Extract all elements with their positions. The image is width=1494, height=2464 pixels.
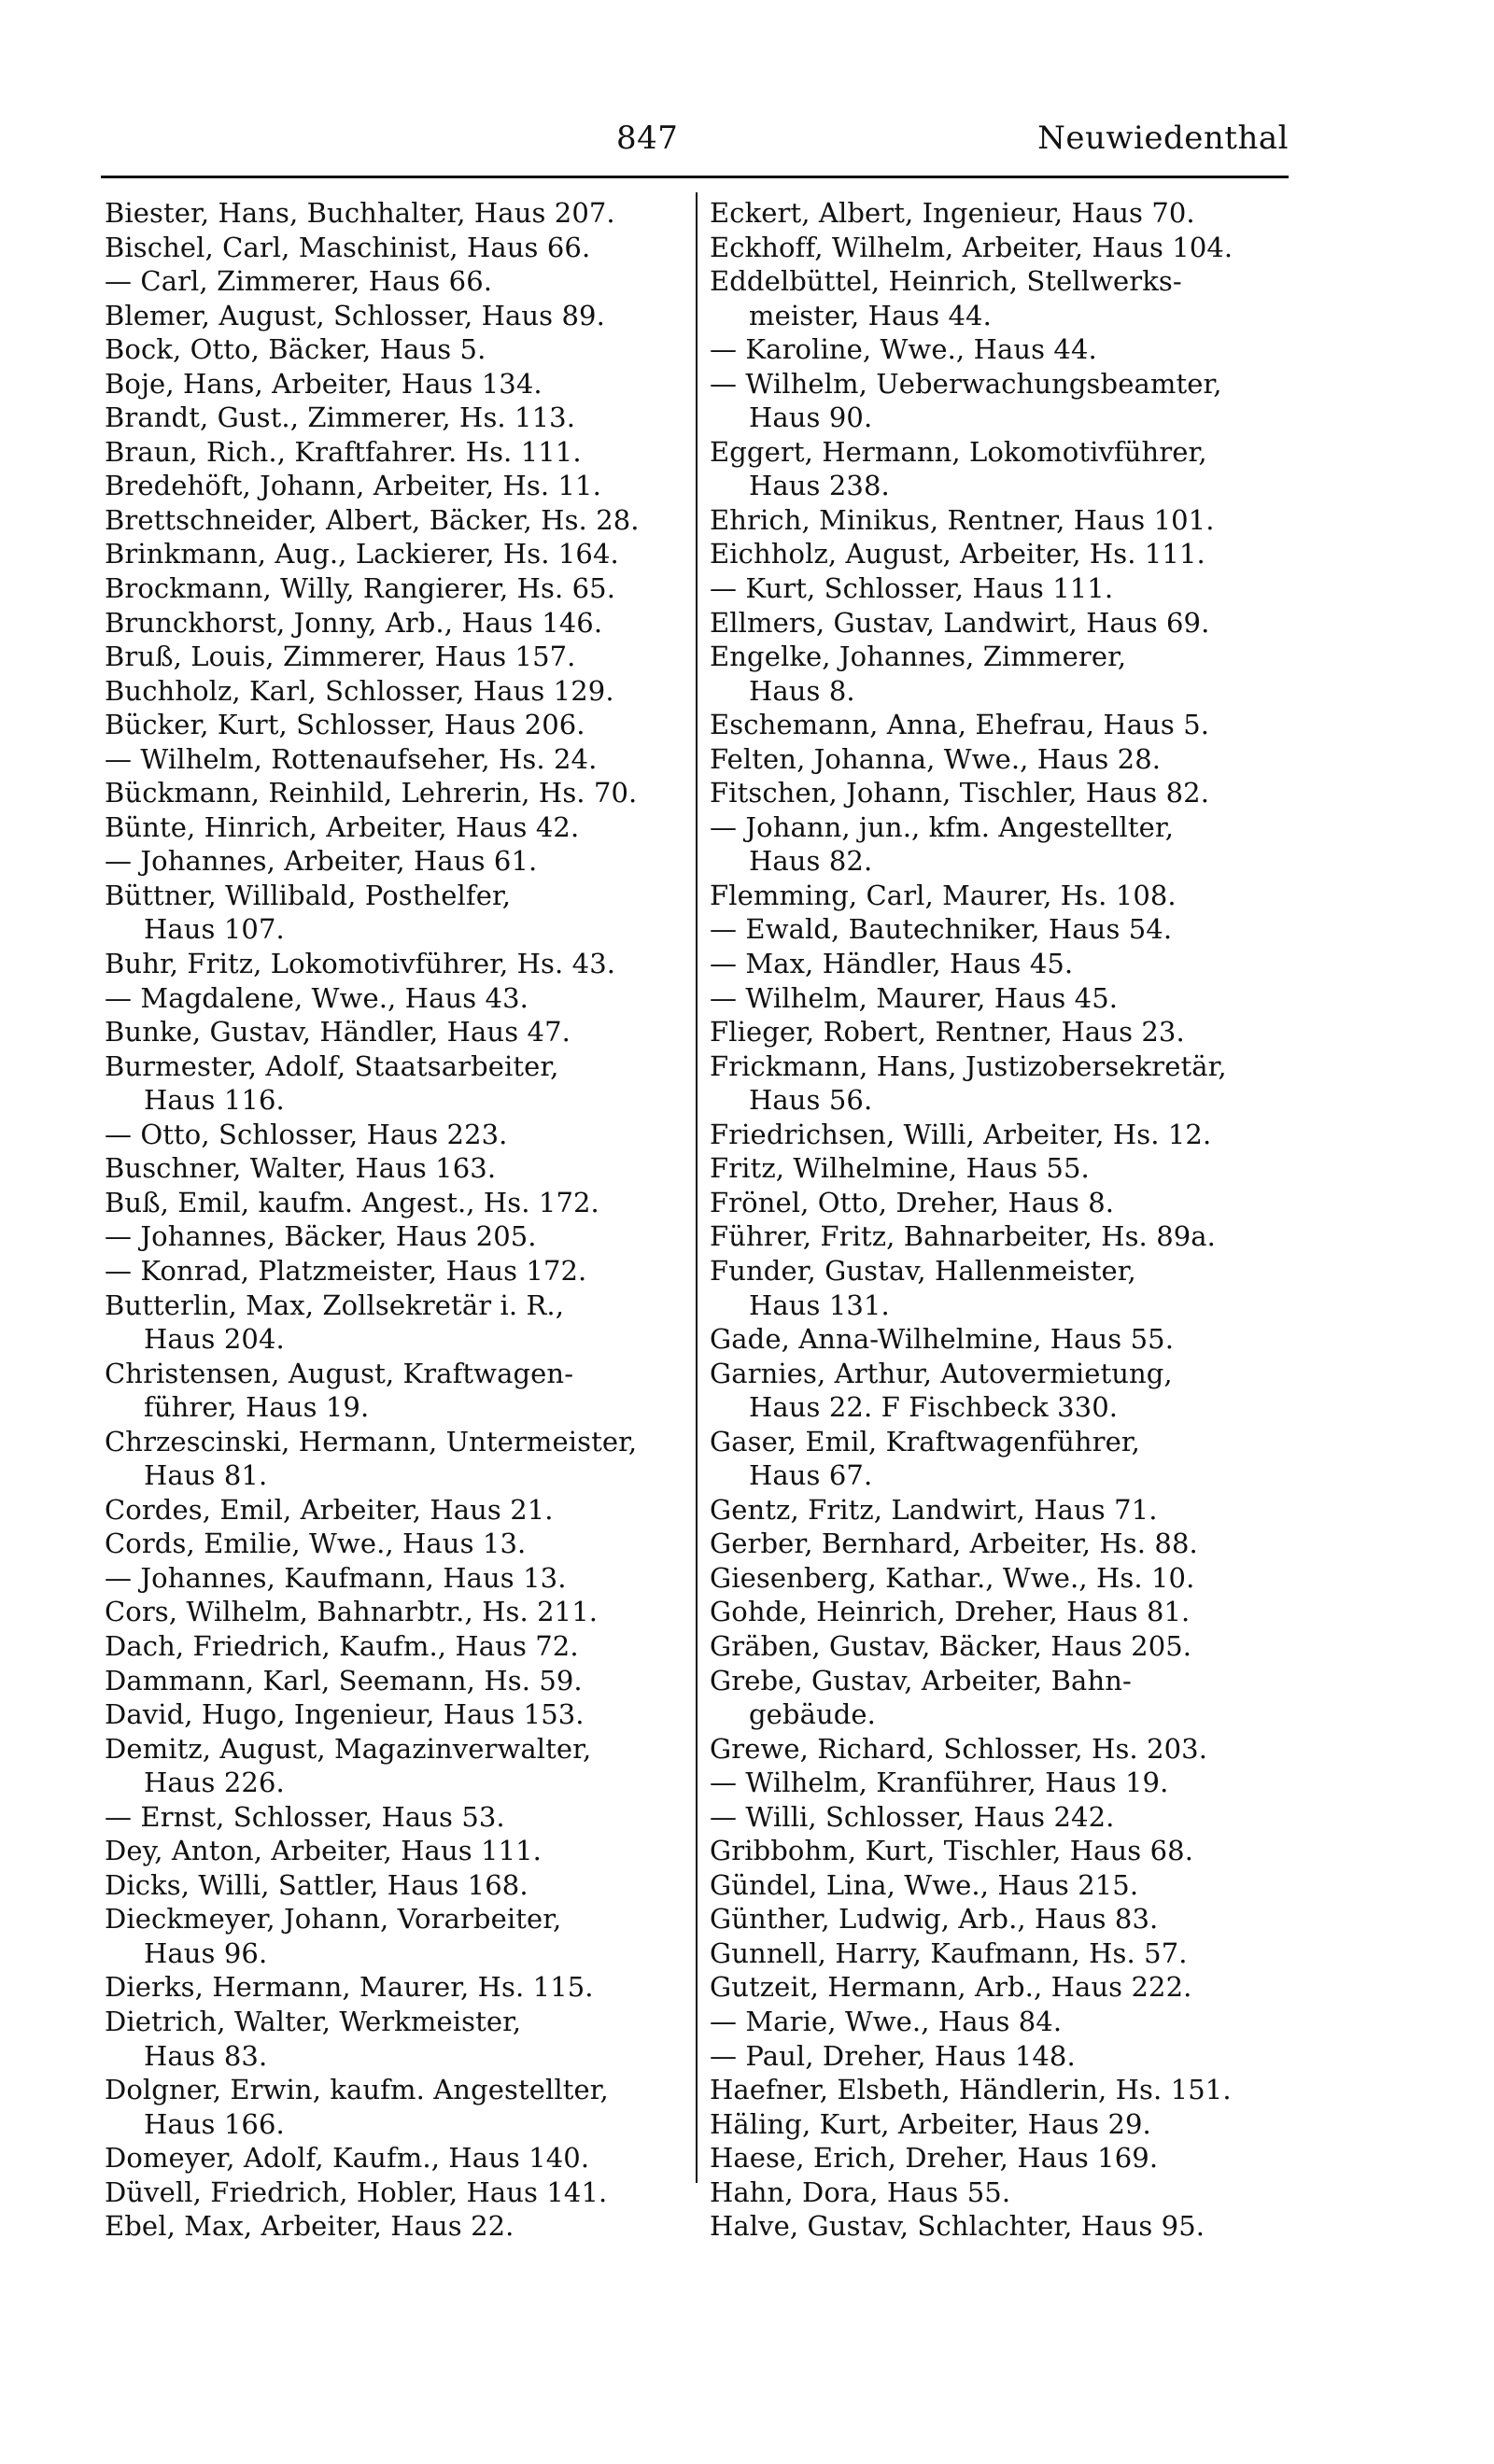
directory-entry-line: Dieckmeyer, Johann, Vorarbeiter, — [105, 1903, 562, 1936]
directory-entry-line: Büttner, Willibald, Posthelfer, — [105, 879, 512, 911]
directory-entry-line: Führer, Fritz, Bahnarbeiter, Hs. 89a. — [710, 1220, 1216, 1253]
directory-entry-line: Friedrichsen, Willi, Arbeiter, Hs. 12. — [710, 1118, 1212, 1150]
directory-entry-line: Bünte, Hinrich, Arbeiter, Haus 42. — [105, 810, 580, 843]
directory-entry-line: Dey, Anton, Arbeiter, Haus 111. — [105, 1835, 542, 1867]
directory-entry-line: Grewe, Richard, Schlosser, Hs. 203. — [710, 1732, 1208, 1765]
directory-entry-line: Haese, Erich, Dreher, Haus 169. — [710, 2142, 1159, 2175]
directory-entry-line: Gribbohm, Kurt, Tischler, Haus 68. — [710, 1835, 1194, 1867]
directory-entry-line: Buß, Emil, kaufm. Angest., Hs. 172. — [105, 1186, 599, 1218]
directory-entry-line: Bredehöft, Johann, Arbeiter, Hs. 11. — [105, 470, 601, 502]
directory-entry-line: Brettschneider, Albert, Bäcker, Hs. 28. — [105, 503, 640, 536]
directory-entry-line: Haus 238. — [749, 470, 890, 502]
directory-entry-line: Haus 56. — [749, 1084, 873, 1117]
directory-entry-line: Gaser, Emil, Kraftwagenführer, — [710, 1425, 1140, 1457]
directory-entry-line: Haus 83. — [144, 2039, 268, 2072]
left-column — [105, 196, 684, 2244]
directory-entry-line: Halve, Gustav, Schlachter, Haus 95. — [710, 2210, 1205, 2243]
directory-entry-line: — Magdalene, Wwe., Haus 43. — [105, 981, 529, 1014]
directory-entry-line: — Johannes, Kaufmann, Haus 13. — [105, 1561, 567, 1594]
running-head: Neuwiedenthal — [1037, 120, 1289, 157]
directory-entry-line: Cordes, Emil, Arbeiter, Haus 21. — [105, 1493, 554, 1526]
directory-entry-line: — Carl, Zimmerer, Haus 66. — [105, 265, 493, 298]
directory-entry-line: Eckhoff, Wilhelm, Arbeiter, Haus 104. — [710, 231, 1233, 263]
directory-entry-line: Dach, Friedrich, Kaufm., Haus 72. — [105, 1629, 579, 1662]
directory-entry-line: Haus 107. — [144, 913, 285, 946]
directory-entry-line: Gunnell, Harry, Kaufmann, Hs. 57. — [710, 1936, 1188, 1969]
directory-entry-line: — Karoline, Wwe., Haus 44. — [710, 333, 1097, 366]
directory-entry-line: Butterlin, Max, Zollsekretär i. R., — [105, 1288, 565, 1321]
directory-entry-line: — Johannes, Bäcker, Haus 205. — [105, 1220, 537, 1253]
directory-entry-line: Eggert, Hermann, Lokomotivführer, — [710, 435, 1207, 468]
directory-entry-line: Eichholz, August, Arbeiter, Hs. 111. — [710, 538, 1205, 570]
directory-entry-line: — Wilhelm, Maurer, Haus 45. — [710, 981, 1119, 1014]
directory-entry-line: Ellmers, Gustav, Landwirt, Haus 69. — [710, 606, 1210, 639]
directory-entry-line: Düvell, Friedrich, Hobler, Haus 141. — [105, 2175, 608, 2208]
page-number: 847 — [616, 120, 679, 157]
directory-entry-line: gebäude. — [749, 1698, 877, 1731]
directory-entry-line: Häling, Kurt, Arbeiter, Haus 29. — [710, 2107, 1151, 2140]
directory-entry-line: Hahn, Dora, Haus 55. — [710, 2175, 1011, 2208]
directory-entry-line: Gündel, Lina, Wwe., Haus 215. — [710, 1868, 1139, 1901]
right-column — [710, 196, 1307, 2244]
directory-entry-line: Domeyer, Adolf, Kaufm., Haus 140. — [105, 2142, 590, 2175]
directory-entry-line: Dierks, Hermann, Maurer, Hs. 115. — [105, 1971, 594, 2004]
directory-entry-line: Gerber, Bernhard, Arbeiter, Hs. 88. — [710, 1528, 1198, 1560]
header-rule — [101, 176, 1289, 178]
directory-entry-line: Biester, Hans, Buchhalter, Haus 207. — [105, 197, 615, 229]
directory-entry-line: Haus 82. — [749, 845, 873, 878]
directory-entry-line: Brockmann, Willy, Rangierer, Hs. 65. — [105, 572, 616, 605]
directory-entry-line: Haus 81. — [144, 1459, 268, 1492]
directory-entry-line: Brandt, Gust., Zimmerer, Hs. 113. — [105, 401, 576, 434]
directory-entry-line: Brinkmann, Aug., Lackierer, Hs. 164. — [105, 538, 619, 570]
directory-entry-line: — Wilhelm, Kranführer, Haus 19. — [710, 1767, 1169, 1799]
directory-entry-line: Gade, Anna-Wilhelmine, Haus 55. — [710, 1323, 1175, 1356]
directory-entry-line: Eddelbüttel, Heinrich, Stellwerks- — [710, 265, 1182, 298]
directory-entry-line: — Otto, Schlosser, Haus 223. — [105, 1118, 508, 1150]
directory-entry-line: führer, Haus 19. — [144, 1391, 370, 1424]
directory-entry-line: — Konrad, Platzmeister, Haus 172. — [105, 1254, 587, 1287]
directory-entry-line: — Ernst, Schlosser, Haus 53. — [105, 1800, 505, 1833]
directory-entry-line: Grebe, Gustav, Arbeiter, Bahn- — [710, 1664, 1132, 1697]
directory-entry-line: Haus 116. — [144, 1084, 285, 1117]
directory-entry-line: — Wilhelm, Ueberwachungsbeamter, — [710, 367, 1222, 400]
directory-entry-line: Fritz, Wilhelmine, Haus 55. — [710, 1152, 1090, 1185]
directory-entry-line: — Wilhelm, Rottenaufseher, Hs. 24. — [105, 742, 598, 775]
directory-entry-line: — Johannes, Arbeiter, Haus 61. — [105, 845, 538, 878]
directory-entry-line: Christensen, August, Kraftwagen- — [105, 1357, 574, 1389]
directory-entry-line: Haus 90. — [749, 401, 873, 434]
directory-entry-line: Felten, Johanna, Wwe., Haus 28. — [710, 742, 1162, 775]
directory-entry-line: Eschemann, Anna, Ehefrau, Haus 5. — [710, 709, 1210, 741]
directory-entry-line: Haus 67. — [749, 1459, 873, 1492]
directory-entry-line: Garnies, Arthur, Autovermietung, — [710, 1357, 1173, 1389]
directory-entry-line: Fitschen, Johann, Tischler, Haus 82. — [710, 777, 1210, 810]
directory-entry-line: Flemming, Carl, Maurer, Hs. 108. — [710, 879, 1177, 911]
directory-entry-line: Günther, Ludwig, Arb., Haus 83. — [710, 1903, 1159, 1936]
directory-entry-line: — Ewald, Bautechniker, Haus 54. — [710, 913, 1173, 946]
directory-entry-line: Burmester, Adolf, Staatsarbeiter, — [105, 1049, 559, 1082]
directory-entry-line: Haus 226. — [144, 1767, 285, 1799]
directory-entry-line: Dietrich, Walter, Werkmeister, — [105, 2005, 522, 2037]
directory-entry-line: Giesenberg, Kathar., Wwe., Hs. 10. — [710, 1561, 1195, 1594]
directory-entry-line: Flieger, Robert, Rentner, Haus 23. — [710, 1016, 1185, 1049]
directory-entry-line: — Willi, Schlosser, Haus 242. — [710, 1800, 1115, 1833]
directory-entry-line: — Marie, Wwe., Haus 84. — [710, 2005, 1063, 2037]
directory-entry-line: Haus 96. — [144, 1936, 268, 1969]
directory-entry-line: Cords, Emilie, Wwe., Haus 13. — [105, 1528, 527, 1560]
directory-entry-line: Dammann, Karl, Seemann, Hs. 59. — [105, 1664, 583, 1697]
directory-entry-line: Bischel, Carl, Maschinist, Haus 66. — [105, 231, 591, 263]
directory-entry-line: Ehrich, Minikus, Rentner, Haus 101. — [710, 503, 1215, 536]
directory-entry-line: Funder, Gustav, Hallenmeister, — [710, 1254, 1136, 1287]
directory-entry-line: Demitz, August, Magazinverwalter, — [105, 1732, 592, 1765]
directory-entry-line: Braun, Rich., Kraftfahrer. Hs. 111. — [105, 435, 582, 468]
directory-entry-line: Buschner, Walter, Haus 163. — [105, 1152, 497, 1185]
directory-entry-line: Gentz, Fritz, Landwirt, Haus 71. — [710, 1493, 1158, 1526]
column-divider — [696, 192, 698, 2183]
directory-entry-line: meister, Haus 44. — [749, 299, 992, 331]
directory-entry-line: Chrzescinski, Hermann, Untermeister, — [105, 1425, 638, 1457]
directory-entry-line: Engelke, Johannes, Zimmerer, — [710, 641, 1127, 673]
directory-entry-line: David, Hugo, Ingenieur, Haus 153. — [105, 1698, 585, 1731]
directory-entry-line: Haus 8. — [749, 674, 855, 707]
directory-entry-line: Frönel, Otto, Dreher, Haus 8. — [710, 1186, 1115, 1218]
directory-entry-line: Bock, Otto, Bäcker, Haus 5. — [105, 333, 486, 366]
directory-entry-line: Ebel, Max, Arbeiter, Haus 22. — [105, 2210, 514, 2243]
directory-entry-line: Frickmann, Hans, Justizobersekretär, — [710, 1049, 1227, 1082]
directory-entry-line: Haefner, Elsbeth, Händlerin, Hs. 151. — [710, 2074, 1232, 2106]
directory-entry-line: Gohde, Heinrich, Dreher, Haus 81. — [710, 1596, 1191, 1628]
directory-entry-line: Haus 204. — [144, 1323, 285, 1356]
directory-entry-line: Dolgner, Erwin, kaufm. Angestellter, — [105, 2074, 609, 2106]
directory-entry-line: Eckert, Albert, Ingenieur, Haus 70. — [710, 197, 1195, 229]
directory-entry-line: Haus 166. — [144, 2107, 285, 2140]
directory-entry-line: Brunckhorst, Jonny, Arb., Haus 146. — [105, 606, 603, 639]
directory-entry-line: Haus 22. F Fischbeck 330. — [749, 1391, 1119, 1424]
directory-entry-line: — Johann, jun., kfm. Angestellter, — [710, 810, 1175, 843]
directory-entry-line: Bruß, Louis, Zimmerer, Haus 157. — [105, 641, 576, 673]
directory-entry-line: Bückmann, Reinhild, Lehrerin, Hs. 70. — [105, 777, 638, 810]
directory-entry-line: Gräben, Gustav, Bäcker, Haus 205. — [710, 1629, 1192, 1662]
directory-entry-line: Bunke, Gustav, Händler, Haus 47. — [105, 1016, 571, 1049]
directory-entry-line: Haus 131. — [749, 1288, 890, 1321]
directory-entry-line: Boje, Hans, Arbeiter, Haus 134. — [105, 367, 543, 400]
directory-entry-line: Dicks, Willi, Sattler, Haus 168. — [105, 1868, 529, 1901]
directory-entry-line: — Max, Händler, Haus 45. — [710, 948, 1074, 980]
directory-entry-line: Gutzeit, Hermann, Arb., Haus 222. — [710, 1971, 1192, 2004]
directory-entry-line: Bücker, Kurt, Schlosser, Haus 206. — [105, 709, 585, 741]
directory-entry-line: Buhr, Fritz, Lokomotivführer, Hs. 43. — [105, 948, 616, 980]
directory-entry-line: Cors, Wilhelm, Bahnarbtr., Hs. 211. — [105, 1596, 599, 1628]
directory-entry-line: Buchholz, Karl, Schlosser, Haus 129. — [105, 674, 614, 707]
directory-entry-line: — Paul, Dreher, Haus 148. — [710, 2039, 1076, 2072]
directory-entry-line: Blemer, August, Schlosser, Haus 89. — [105, 299, 605, 331]
directory-entry-line: — Kurt, Schlosser, Haus 111. — [710, 572, 1114, 605]
